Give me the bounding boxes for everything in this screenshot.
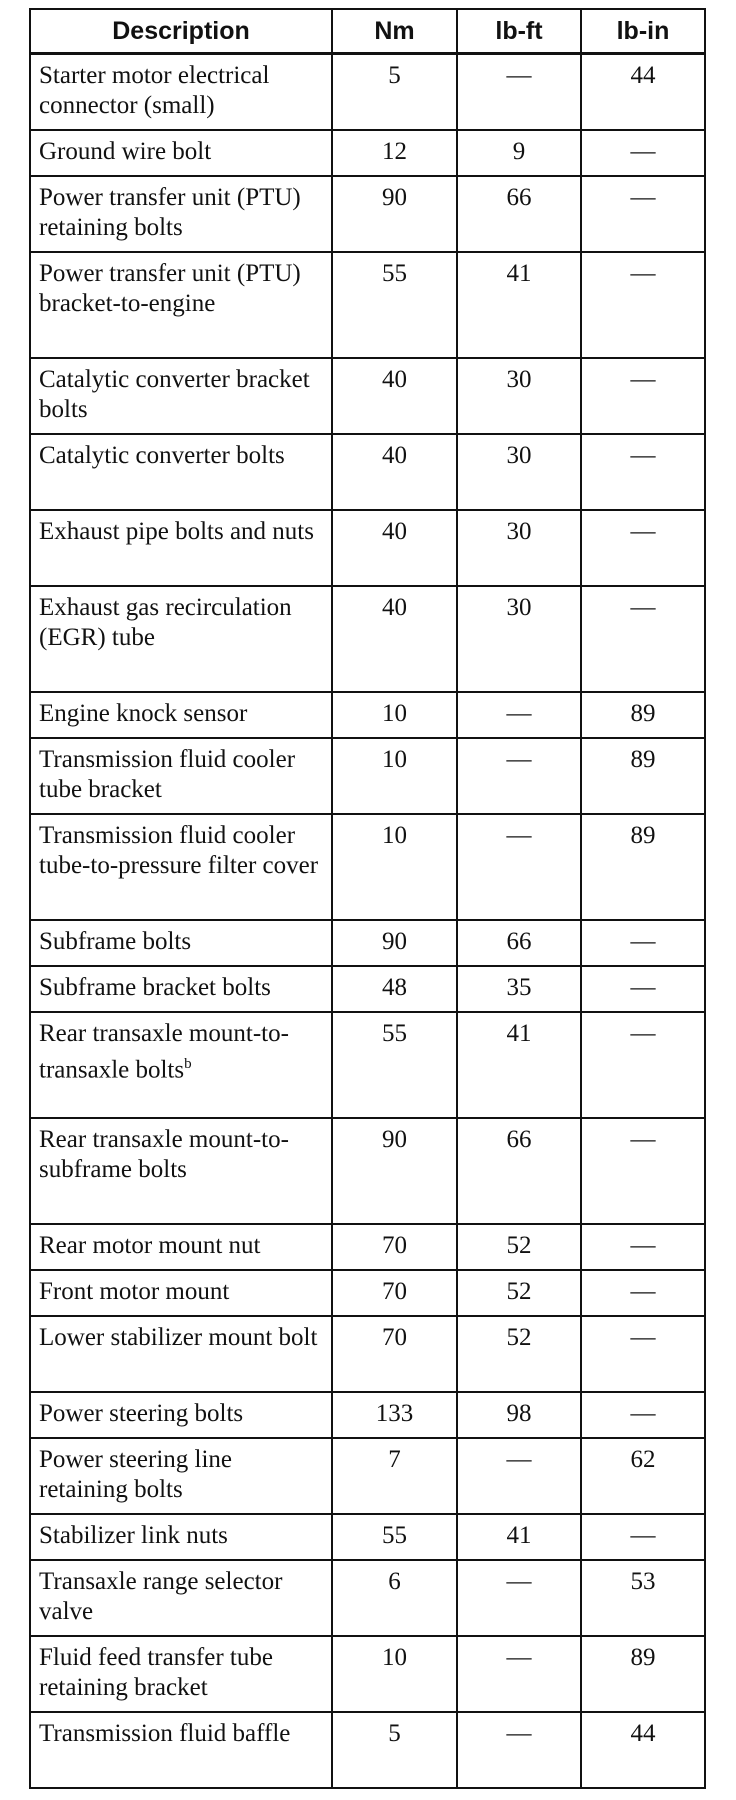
cell-nm: 40: [332, 510, 457, 586]
table-row: [30, 1636, 705, 1712]
cell-lb-in: 53: [581, 1560, 705, 1636]
cell-lb-ft: 30: [457, 510, 581, 586]
cell-lb-in: —: [581, 1224, 705, 1270]
description-text: Engine knock sensor: [39, 700, 248, 727]
torque-specifications-table: [29, 8, 706, 1789]
cell-lb-ft: 66: [457, 1118, 581, 1224]
cell-description: [30, 1118, 332, 1224]
footnote-marker: b: [184, 1056, 192, 1072]
table-row: [30, 814, 705, 920]
cell-nm: 12: [332, 130, 457, 176]
cell-lb-in: 89: [581, 738, 705, 814]
cell-lb-in: —: [581, 358, 705, 434]
table-row: [30, 54, 705, 131]
cell-nm: 10: [332, 738, 457, 814]
cell-description: [30, 692, 332, 738]
table-row: [30, 1438, 705, 1514]
description-text: Power transfer unit (PTU) retaining bolts: [39, 184, 301, 241]
table-row: [30, 1118, 705, 1224]
table-row: [30, 1316, 705, 1392]
cell-lb-ft: 66: [457, 920, 581, 966]
description-text: Power steering bolts: [39, 1400, 244, 1427]
cell-lb-in: —: [581, 586, 705, 692]
cell-nm: 90: [332, 920, 457, 966]
description-text: Fluid feed transfer tube retaining bracket: [39, 1644, 273, 1701]
cell-lb-ft: 52: [457, 1224, 581, 1270]
table-row: [30, 1224, 705, 1270]
table-row: [30, 130, 705, 176]
cell-description: [30, 920, 332, 966]
table-row: [30, 1560, 705, 1636]
cell-lb-ft: 98: [457, 1392, 581, 1438]
cell-description: [30, 1224, 332, 1270]
description-text: Ground wire bolt: [39, 138, 212, 165]
cell-lb-ft: 52: [457, 1270, 581, 1316]
description-text: Exhaust pipe bolts and nuts: [39, 518, 314, 545]
table-row: [30, 176, 705, 252]
cell-lb-ft: —: [457, 1438, 581, 1514]
header-lb-ft: lb-ft: [457, 9, 581, 54]
cell-lb-ft: 9: [457, 130, 581, 176]
cell-nm: 90: [332, 176, 457, 252]
description-text: Transaxle range selector valve: [39, 1568, 283, 1625]
cell-nm: 55: [332, 252, 457, 358]
table-header-row: [30, 9, 705, 54]
header-description: Description: [30, 9, 332, 54]
cell-lb-in: —: [581, 1270, 705, 1316]
cell-lb-in: 89: [581, 1636, 705, 1712]
table-row: [30, 358, 705, 434]
cell-description: [30, 586, 332, 692]
cell-lb-in: 89: [581, 814, 705, 920]
cell-nm: 90: [332, 1118, 457, 1224]
cell-description: [30, 510, 332, 586]
description-text: Rear motor mount nut: [39, 1232, 261, 1259]
description-text: Lower stabilizer mount bolt: [39, 1324, 318, 1351]
table-row: [30, 920, 705, 966]
cell-lb-ft: 41: [457, 1514, 581, 1560]
table-row: [30, 252, 705, 358]
cell-lb-in: —: [581, 1118, 705, 1224]
cell-lb-in: —: [581, 1514, 705, 1560]
cell-description: [30, 1438, 332, 1514]
table-row: [30, 1514, 705, 1560]
cell-lb-ft: 30: [457, 358, 581, 434]
table-row: [30, 1712, 705, 1788]
table-row: [30, 1392, 705, 1438]
cell-lb-in: —: [581, 252, 705, 358]
table-row: [30, 966, 705, 1012]
cell-description: [30, 1636, 332, 1712]
cell-lb-ft: —: [457, 1560, 581, 1636]
cell-lb-ft: 66: [457, 176, 581, 252]
cell-description: [30, 358, 332, 434]
cell-lb-in: —: [581, 1392, 705, 1438]
cell-nm: 10: [332, 814, 457, 920]
description-text: Front motor mount: [39, 1278, 230, 1305]
cell-description: [30, 1012, 332, 1118]
cell-description: [30, 252, 332, 358]
description-text: Transmission fluid cooler tube bracket: [39, 746, 296, 803]
cell-nm: 40: [332, 586, 457, 692]
cell-description: [30, 1712, 332, 1788]
description-text: Transmission fluid baffle: [39, 1720, 291, 1747]
cell-nm: 5: [332, 54, 457, 131]
cell-lb-in: 89: [581, 692, 705, 738]
cell-nm: 55: [332, 1012, 457, 1118]
cell-description: [30, 54, 332, 131]
cell-nm: 40: [332, 434, 457, 510]
table-row: [30, 738, 705, 814]
cell-nm: 10: [332, 1636, 457, 1712]
cell-nm: 48: [332, 966, 457, 1012]
cell-lb-in: —: [581, 1316, 705, 1392]
header-nm: Nm: [332, 9, 457, 54]
cell-description: [30, 966, 332, 1012]
cell-lb-ft: 35: [457, 966, 581, 1012]
table-row: [30, 1270, 705, 1316]
cell-lb-in: 62: [581, 1438, 705, 1514]
description-text: Catalytic converter bracket bolts: [39, 366, 310, 423]
cell-lb-ft: —: [457, 54, 581, 131]
cell-lb-ft: —: [457, 814, 581, 920]
description-text: Catalytic converter bolts: [39, 442, 285, 469]
cell-lb-ft: 41: [457, 1012, 581, 1118]
cell-description: [30, 1514, 332, 1560]
table-row: [30, 1012, 705, 1118]
cell-lb-in: —: [581, 1012, 705, 1118]
header-lb-in: lb-in: [581, 9, 705, 54]
cell-lb-ft: —: [457, 1636, 581, 1712]
cell-nm: 133: [332, 1392, 457, 1438]
cell-lb-ft: 30: [457, 586, 581, 692]
table-row: [30, 586, 705, 692]
description-text: Subframe bolts: [39, 928, 192, 955]
description-text: Stabilizer link nuts: [39, 1522, 228, 1549]
table-row: [30, 510, 705, 586]
cell-description: [30, 1392, 332, 1438]
description-text: Power steering line retaining bolts: [39, 1446, 233, 1503]
cell-description: [30, 434, 332, 510]
cell-lb-ft: 52: [457, 1316, 581, 1392]
cell-nm: 55: [332, 1514, 457, 1560]
cell-nm: 70: [332, 1224, 457, 1270]
cell-lb-in: —: [581, 966, 705, 1012]
cell-nm: 5: [332, 1712, 457, 1788]
table-row: [30, 692, 705, 738]
cell-description: [30, 1560, 332, 1636]
cell-lb-in: —: [581, 130, 705, 176]
cell-lb-in: 44: [581, 1712, 705, 1788]
cell-description: [30, 814, 332, 920]
cell-lb-ft: —: [457, 1712, 581, 1788]
cell-lb-in: —: [581, 434, 705, 510]
cell-lb-in: —: [581, 920, 705, 966]
description-text: Power transfer unit (PTU) bracket-to-engine: [39, 260, 301, 317]
cell-nm: 10: [332, 692, 457, 738]
cell-description: [30, 130, 332, 176]
cell-lb-in: —: [581, 510, 705, 586]
cell-description: [30, 1316, 332, 1392]
cell-lb-ft: —: [457, 738, 581, 814]
description-text: Exhaust gas recirculation (EGR) tube: [39, 594, 292, 651]
description-text: Rear transaxle mount-to-subframe bolts: [39, 1126, 289, 1183]
cell-lb-ft: 30: [457, 434, 581, 510]
description-text: Starter motor electrical connector (small): [39, 62, 270, 119]
table-row: [30, 434, 705, 510]
cell-lb-ft: —: [457, 692, 581, 738]
cell-nm: 40: [332, 358, 457, 434]
cell-lb-in: —: [581, 176, 705, 252]
cell-nm: 6: [332, 1560, 457, 1636]
cell-nm: 7: [332, 1438, 457, 1514]
cell-description: [30, 176, 332, 252]
description-text: Subframe bracket bolts: [39, 974, 271, 1001]
cell-nm: 70: [332, 1270, 457, 1316]
cell-lb-ft: 41: [457, 252, 581, 358]
cell-nm: 70: [332, 1316, 457, 1392]
cell-description: [30, 1270, 332, 1316]
description-text: Rear transaxle mount-to-transaxle bolts: [39, 1020, 289, 1084]
cell-description: [30, 738, 332, 814]
cell-lb-in: 44: [581, 54, 705, 131]
description-text: Transmission fluid cooler tube-to-pressure filter cover: [39, 822, 319, 879]
